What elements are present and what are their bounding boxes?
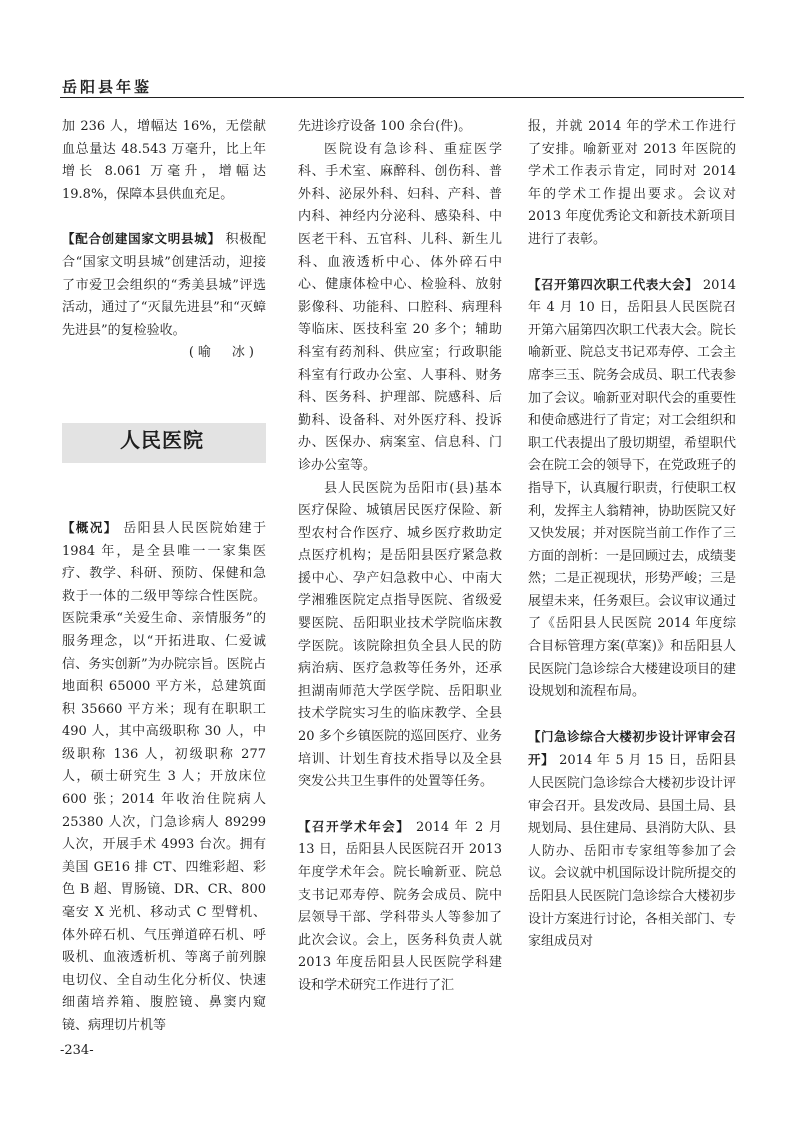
column-2 [298,116,502,998]
section-title: 人民医院 [120,427,204,452]
column-1 [62,116,266,1038]
header-rule [60,97,744,98]
heading-overview: 【概况】 [62,519,118,535]
heading-civilized-county: 【配合创建国家文明县城】 [62,231,221,247]
heading-academic-meeting: 【召开学术年会】 [298,818,411,834]
text-workers-congress: 2014 年 4 月 10 日，岳阳县人民医院召开第六届第四次职工代表大会。院长喻新亚、院总支书记邓寿停、工会主席李三玉、院务会成员、职工代表参加了会议。喻新亚对职代会的重要性和使命感进行了肯定；对工会组织和职工代表提出了殷切期望，希望职代会在院工会的领导下，在党政班子的指导下，认真履行职责，行使职工权利，发挥主人翁精神，协助医院又好又快发展；并对医院当前工作作了三方面的剖析：一是回顾过去，成绩斐然；二是正视现状，形势严峻；三是展望未来，任务艰巨。会议审议通过了《岳阳县人民医院 2014 年度综合目标管理方案(草案)》和岳阳县人民医院门急诊综合大楼建设项目的建设规划和流程布局。 [528,277,737,700]
page-number: -234- [60,1043,94,1058]
paragraph-academic-cont: 报，并就 2014 年的学术工作进行了安排。喻新亚对 2013 年医院的学术工作表示肯定，同时对 2014 年的学术工作提出要求。会议对 2013 年度优秀论文和新技术新项目进行了表彰。 [528,119,736,247]
heading-workers-congress: 【召开第四次职工代表大会】 [528,276,699,292]
text-academic-meeting: 2014 年 2 月 13 日，岳阳县人民医院召开 2013 年度学术年会。院长喻新亚、院总支书记邓寿停、院务会成员、院中层领导干部、学科带头人等参加了此次会议。会上，医务科负责人就2013 年度岳阳县人民医院学科建设和学术研究工作进行了汇 [298,819,502,993]
author-credit: (喻 冰) [188,345,258,361]
paragraph-design-review [528,726,736,954]
text-overview: 岳阳县人民医院始建于 1984 年，是全县唯一一家集医疗、教学、科研、预防、保健和急救于一体的二级甲等综合性医院。医院秉承“关爱生命、亲情服务”的服务理念，以“开拓进取、仁爱诚信、务实创新”为办院宗旨。医院占地面积 65000 平方米，总建筑面积 35660 平方米；现有在职职工 490 人，其中高级职称 30 人，中级职称 136 人，初级职称 277 人，硕士研究生 3 人；开放床位 600 张；2014 年收治住院病人 25380 人次，门急诊病人 89299 人次，开展手术 4993 台次。拥有美国 GE16 排 CT、四维彩超、彩色 B 超、胃肠镜、DR、CR、800 毫安 X 光机、移动式 C 型臂机、体外碎石机、气压弹道碎石机、呼吸机、血液透析机、等离子前列腺电切仪、全自动生化分析仪、快速细菌培养箱、腹腔镜、鼻窦内窥镜、病理切片机等 [62,520,266,1033]
text-design-review: 2014 年 5 月 15 日，岳阳县人民医院门急诊综合大楼初步设计评审会召开。县发改局、县国土局、县规划局、县住建局、县消防大队、县人防办、岳阳市专家组等参加了会议。会议就中机国际设计院所提交的岳阳县人民医院门急诊综合大楼初步设计方案进行讨论，各相关部门、专家组成员对 [528,753,737,950]
section-heading-band [62,423,266,463]
text-civilized-county: 积极配合“国家文明县城”创建活动，迎接了市爱卫会组织的“秀美县城”评选活动，通过了“灭鼠先进县”和“灭蟑先进县”的复检验收。 [62,232,266,338]
column-3 [528,116,736,954]
paragraph-academic-meeting [298,816,502,998]
paragraph-overview [62,517,266,1038]
paragraph-workers-congress [528,274,736,704]
paragraph-civilized-county [62,228,266,342]
paragraph-departments: 医院设有急诊科、重症医学科、手术室、麻醉科、创伤科、普外科、泌尿外科、妇科、产科、普内科、神经内分泌科、感染科、中医老干科、五官科、儿科、新生儿科、血液透析中心、体外碎石中心、健康体检中心、检验科、放射影像科、功能科、口腔科、病理科等临床、医技科室 20 多个；辅助科室有药剂科、供应室；行政职能科室有行政办公室、人事科、财务科、医务科、护理部、院感科、后勤科、设备科、对外医疗科、投诉办、医保办、病案室、信息科、门诊办公室等。 [298,141,502,473]
paragraph-equipment-cont: 先进诊疗设备 100 余台(件)。 [298,119,472,134]
paragraph-designations: 县人民医院为岳阳市(县)基本医疗保险、城镇居民医疗保险、新型农村合作医疗、城乡医疗救助定点医疗机构；是岳阳县医疗紧急救援中心、孕产妇急救中心、中南大学湘雅医院定点指导医院、省级爱婴医院、岳阳职业技术学院临床教学医院。该院除担负全县人民的防病治病、医疗急救等任务外，还承担湖南师范大学医学院、岳阳职业技术学院实习生的临床教学、全县 20 多个乡镇医院的巡回医疗、业务培训、计划生育技术指导以及全县突发公共卫生事件的处置等任务。 [298,480,502,790]
running-header: 岳阳县年鉴 [62,78,153,96]
heading-design-review: 【门急诊综合大楼初步设计评审会召开】 [528,728,736,768]
paragraph-blood-donation: 加 236 人，增幅达 16%，无偿献血总量达 48.543 万毫升，比上年增长 8.061 万毫升，增幅达 19.8%，保障本县供血充足。 [62,119,266,202]
